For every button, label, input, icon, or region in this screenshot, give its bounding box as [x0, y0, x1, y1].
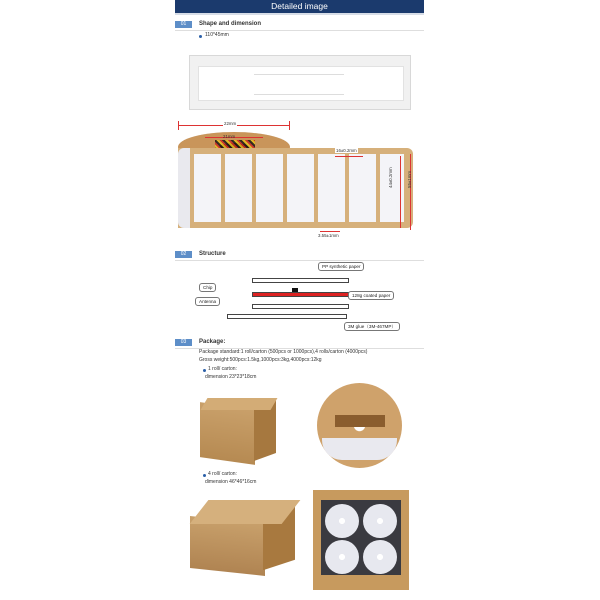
- structure-label-coated: 128g coated paper: [348, 291, 394, 300]
- carton-large-photo: [185, 498, 300, 578]
- shape-size: 110*45mm: [205, 32, 229, 38]
- structure-label-antenna: Antenna: [195, 297, 220, 306]
- dim-gap: 3.55±1mm: [318, 233, 339, 238]
- roll-3: [325, 540, 359, 574]
- section-tag-package: 03: [175, 339, 192, 346]
- dim-tick: [289, 121, 290, 130]
- bullet-dot: [199, 35, 202, 38]
- dim-line-right-b: [410, 154, 411, 230]
- package-item1-title: 1 roll/ carton:: [208, 366, 237, 372]
- roll-band: [335, 415, 385, 427]
- dim-inner-width: 21mm: [223, 134, 236, 139]
- antenna-outline: [254, 74, 344, 95]
- dim-line-right-a: [400, 156, 401, 228]
- header-title: Detailed image: [271, 1, 328, 11]
- carton-large-top: [190, 500, 301, 524]
- section-tag-shape: 01: [175, 21, 192, 28]
- package-standard: Package standard:1 roll/carton (500pcs or 1000pcs),4 rolls/carton (4000pcs): [199, 349, 368, 355]
- layer-coated: [252, 304, 349, 309]
- roll-package-photo: [317, 383, 402, 468]
- carton-top: [201, 398, 278, 410]
- bullet-dot: [203, 369, 206, 372]
- roll-2: [363, 504, 397, 538]
- label-photo: [189, 55, 411, 110]
- page-header: [175, 0, 424, 13]
- dim-height-b: 55±1mm: [407, 170, 412, 188]
- package-item2-dim: dimension 46*46*16cm: [205, 479, 257, 485]
- carton-large-front: [190, 516, 265, 576]
- carton-small-photo: [190, 398, 282, 466]
- carton-open-photo: [313, 490, 409, 590]
- roll-labels-edge: [322, 438, 397, 460]
- section-divider: [175, 30, 424, 31]
- label-inlay: [198, 66, 404, 101]
- dim-line-gap: [320, 231, 340, 232]
- dim-line-spacing: [335, 156, 363, 157]
- structure-label-chip: Chip: [199, 283, 216, 292]
- roll-1: [325, 504, 359, 538]
- section-title-package: Package:: [199, 339, 226, 345]
- carton-front: [200, 402, 255, 465]
- dim-height-a: 44±0.2mm: [388, 167, 393, 188]
- roll-4: [363, 540, 397, 574]
- roll-edge: [178, 148, 190, 228]
- section-tag-structure: 02: [175, 251, 192, 258]
- bullet-dot: [203, 474, 206, 477]
- section-divider: [175, 260, 424, 261]
- layer-antenna: [252, 292, 349, 297]
- section-title-shape: Shape and dimension: [199, 21, 262, 27]
- section-title-structure: Structure: [199, 251, 226, 257]
- package-item1-dim: dimension 23*23*18cm: [205, 374, 257, 380]
- roll-labels: [194, 154, 404, 222]
- dim-label-spacing: 16±0.2mm: [336, 148, 357, 153]
- dim-tick: [178, 121, 179, 130]
- package-item2-title: 4 roll/ carton:: [208, 471, 237, 477]
- layer-glue: [227, 314, 347, 319]
- structure-label-top: PP synthetic paper: [318, 262, 364, 271]
- header-divider: [175, 13, 424, 15]
- package-weight: Gross weight:500pcs:1.5kg,1000pcs:3kg,4000pcs:12kg: [199, 357, 322, 363]
- structure-label-glue: 3M glue（3M-467MP）: [344, 322, 400, 331]
- layer-pp: [252, 278, 349, 283]
- label-roll-photo: [160, 118, 420, 243]
- dim-top-width: 22mm: [224, 121, 237, 126]
